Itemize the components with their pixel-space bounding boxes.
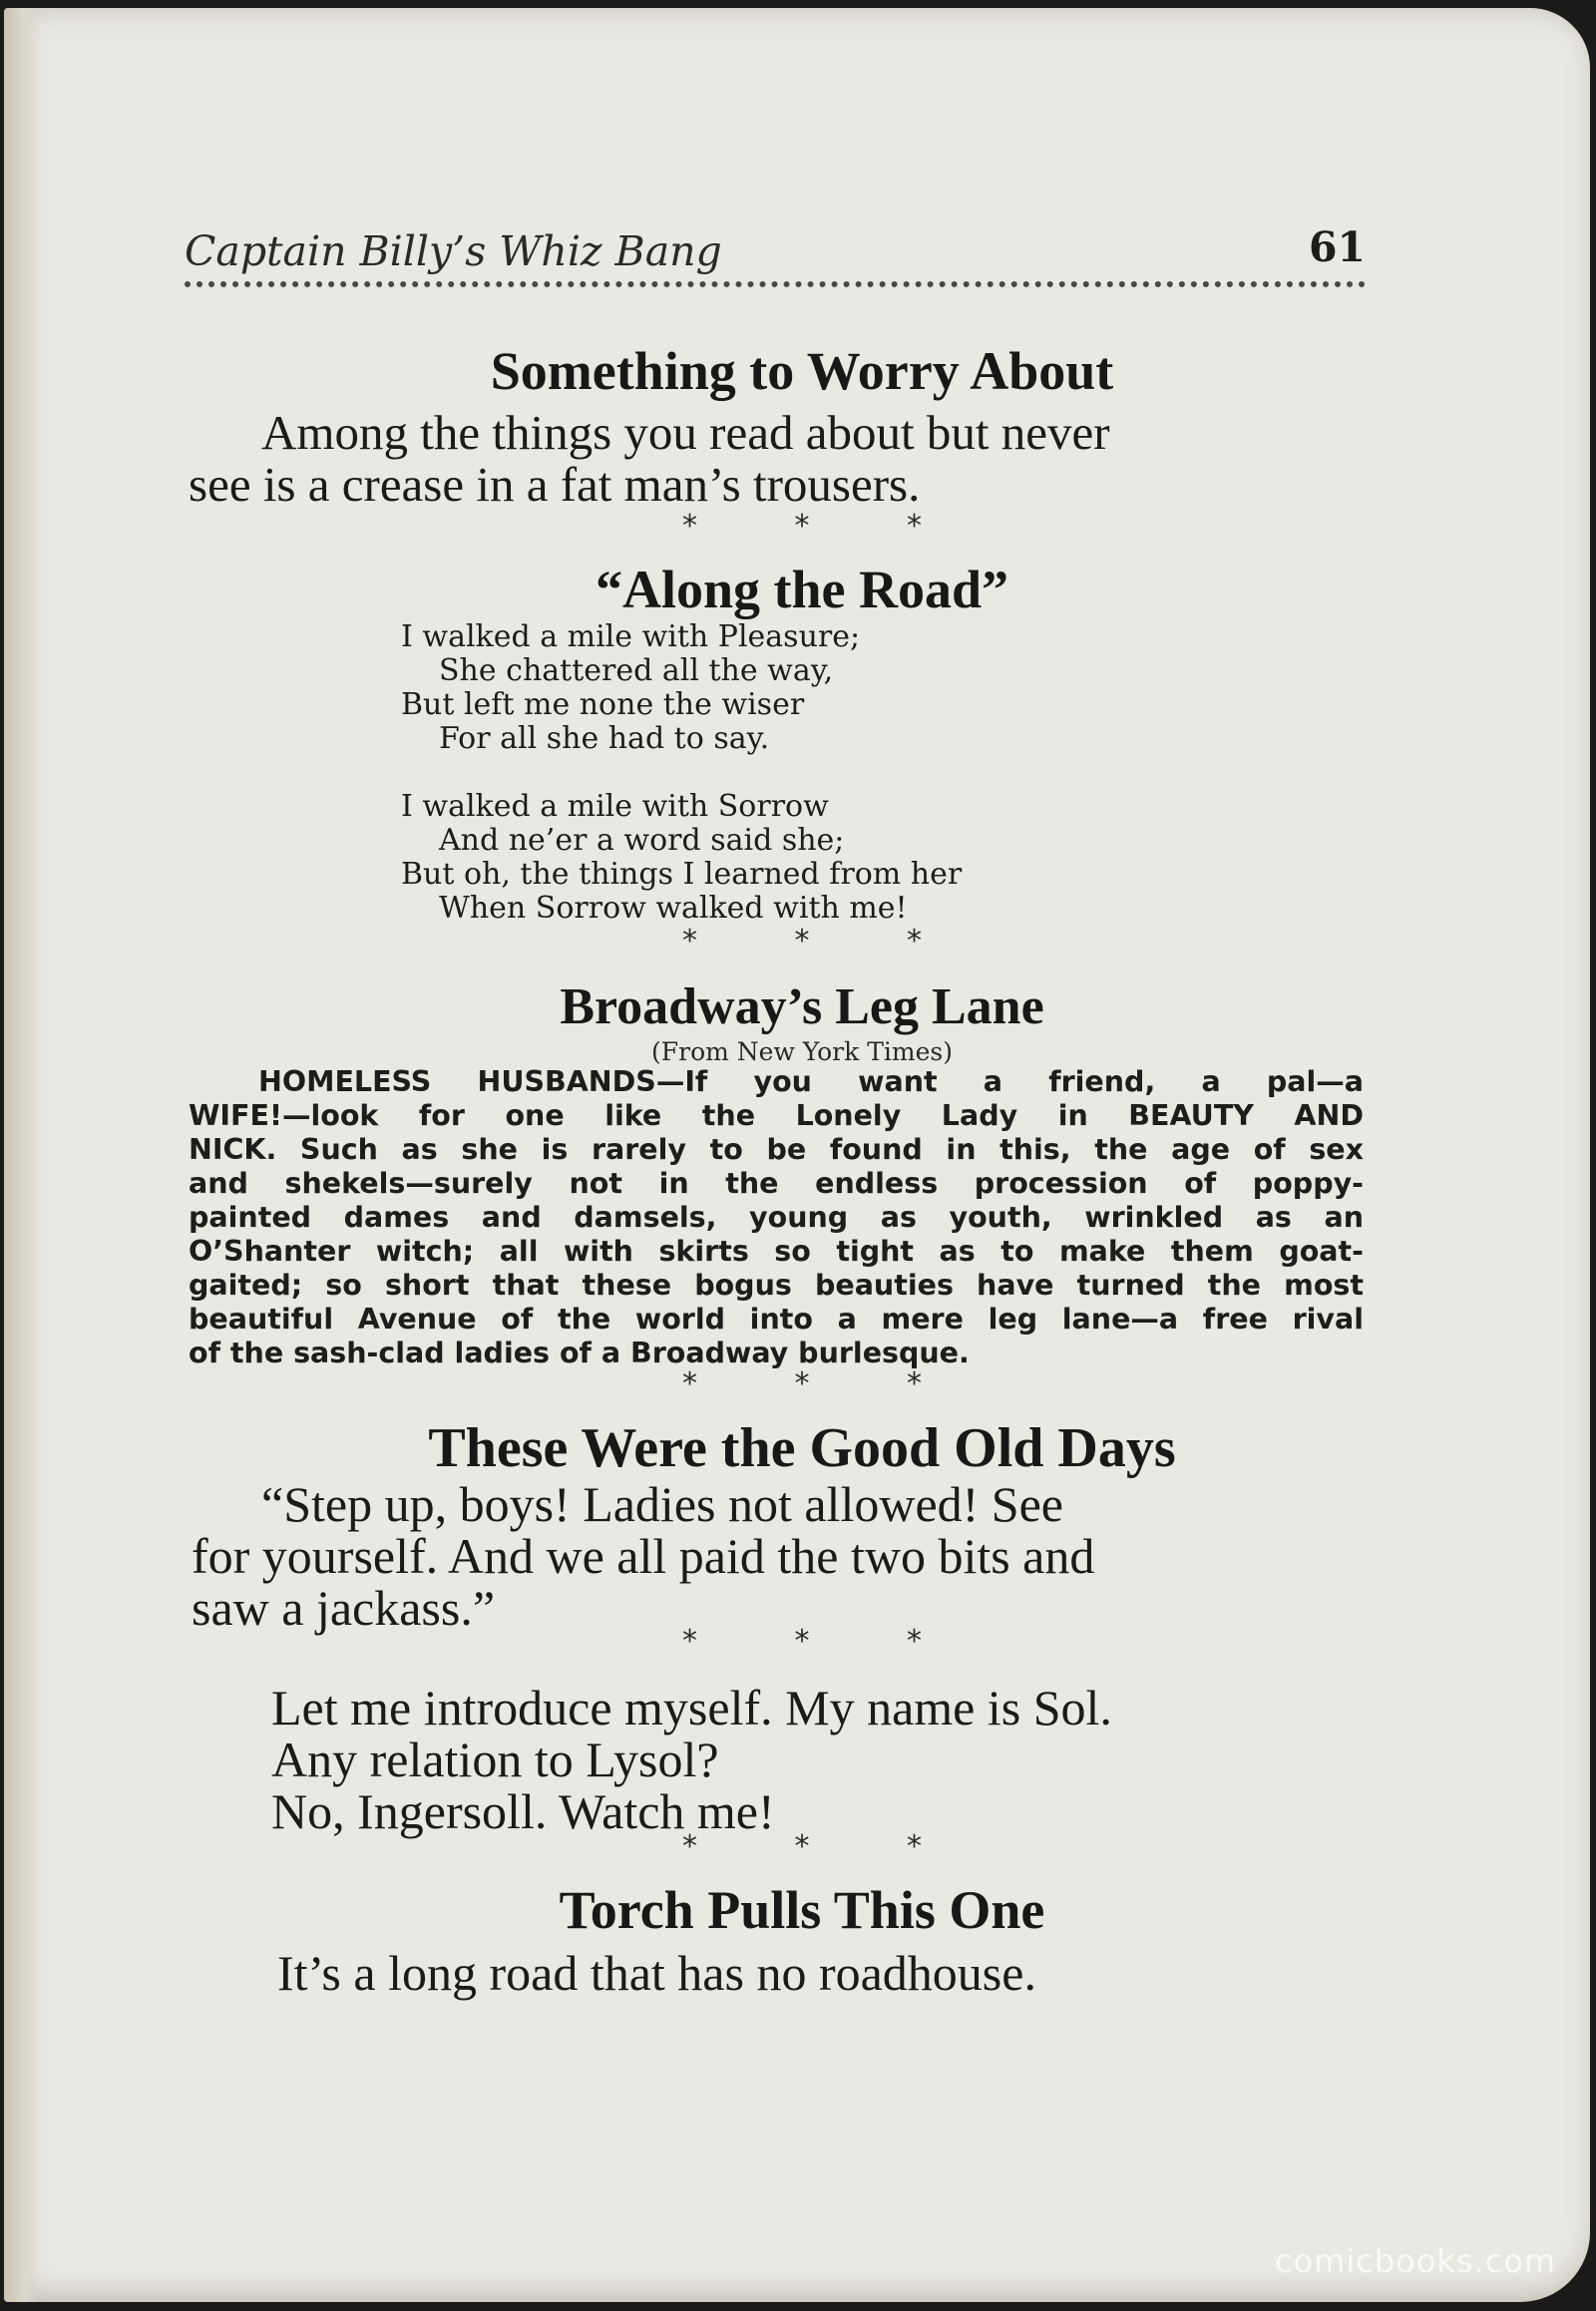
article-title-worry: Something to Worry About: [490, 341, 1114, 401]
news-line: gaited; so short that these bogus beauties have turned the most: [189, 1269, 1364, 1302]
news-line: of the sash-clad ladies of a Broadway burlesque.: [189, 1337, 970, 1369]
poem-title: “Along the Road”: [595, 560, 1009, 619]
separator-stars: * * *: [681, 1366, 967, 1401]
watermark: comicbooks.com: [1274, 2242, 1556, 2280]
magazine-page: [4, 8, 1590, 2302]
article-line: Among the things you read about but never: [261, 405, 1110, 460]
joke-line: Let me introduce myself. My name is Sol.: [271, 1680, 1112, 1735]
running-header: [185, 219, 1366, 287]
news-line: O’Shanter witch; all with skirts so tight as to make them goat-: [189, 1235, 1364, 1268]
poem-line: But oh, the things I learned from her: [401, 857, 963, 892]
news-line: beautiful Avenue of the world into a mere leg lane—a free rival: [189, 1303, 1364, 1336]
article-credit: (From New York Times): [651, 1037, 953, 1066]
poem-line: When Sorrow walked with me!: [439, 891, 908, 926]
page-number: 61: [1308, 223, 1366, 271]
article-line: It’s a long road that has no roadhouse.: [277, 1945, 1036, 2001]
joke-line: Any relation to Lysol?: [271, 1732, 719, 1787]
poem-line: She chattered all the way,: [439, 653, 834, 688]
news-paragraph: [189, 1065, 1364, 1370]
article-title-broadway: Broadway’s Leg Lane: [560, 978, 1044, 1035]
poem-line: I walked a mile with Pleasure;: [401, 619, 861, 654]
separator-stars: * * *: [681, 924, 967, 959]
news-line: NICK. Such as she is rarely to be found in this, the age of sex: [189, 1133, 1364, 1166]
separator-stars: * * *: [681, 1624, 967, 1659]
article-line: “Step up, boys! Ladies not allowed! See: [261, 1476, 1063, 1532]
joke-line: No, Ingersoll. Watch me!: [271, 1783, 775, 1839]
article-line: for yourself. And we all paid the two bits and: [192, 1528, 1095, 1584]
poem-line: And ne’er a word said she;: [439, 823, 845, 858]
news-line: HOMELESS HUSBANDS—If you want a friend, a pal—a: [258, 1065, 1364, 1098]
poem-line: I walked a mile with Sorrow: [401, 789, 829, 824]
news-line: WIFE!—look for one like the Lonely Lady in BEAUTY AND: [189, 1099, 1364, 1132]
poem-line: But left me none the wiser: [401, 687, 805, 722]
separator-stars: * * *: [681, 1829, 967, 1864]
article-title-good-old-days: These Were the Good Old Days: [428, 1417, 1176, 1479]
news-line: and shekels—surely not in the endless procession of poppy-: [189, 1167, 1364, 1200]
running-title: Captain Billy’s Whiz Bang: [185, 227, 722, 275]
poem-line: For all she had to say.: [439, 721, 770, 756]
separator-stars: * * *: [681, 509, 967, 544]
article-title-torch: Torch Pulls This One: [559, 1880, 1045, 1940]
article-line: saw a jackass.”: [192, 1580, 496, 1636]
news-line: painted dames and damsels, young as youth, wrinkled as an: [189, 1201, 1364, 1234]
article-line: see is a crease in a fat man’s trousers.: [189, 457, 921, 512]
